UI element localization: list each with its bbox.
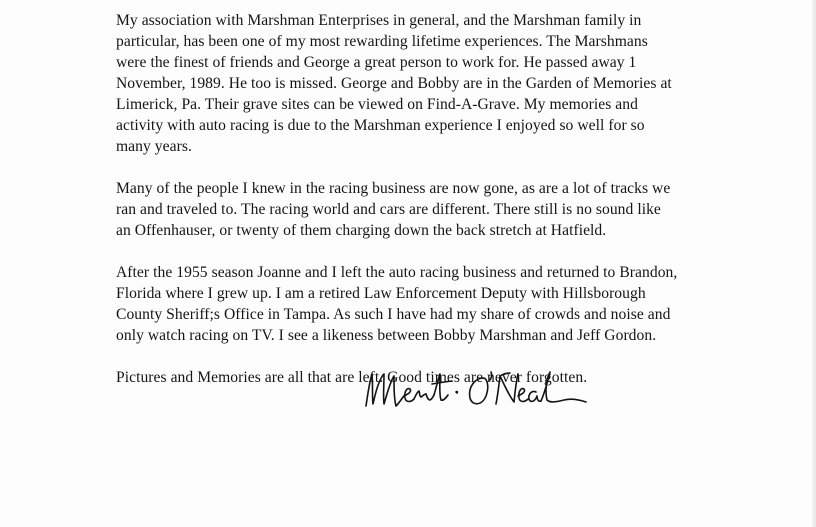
text-line: November, 1989. He too is missed. George and Bobby are in the Garden of Memories at	[116, 75, 672, 92]
handwritten-signature	[360, 362, 590, 422]
text-line: My association with Marshman Enterprises in general, and the Marshman family in	[116, 12, 642, 29]
text-line: particular, has been one of my most rewarding lifetime experiences. The Marshmans	[116, 33, 648, 50]
text-line: ran and traveled to. The racing world and cars are different. There still is no sound like	[116, 201, 661, 218]
text-line: many years.	[116, 138, 192, 155]
text-line: only watch racing on TV. I see a likeness between Bobby Marshman and Jeff Gordon.	[116, 327, 657, 344]
paragraph-association	[116, 10, 806, 157]
text-line: Many of the people I knew in the racing business are now gone, as are a lot of tracks we	[116, 180, 671, 197]
text-line: County Sheriff;s Office in Tampa. As such I have had my share of crowds and noise and	[116, 306, 671, 323]
page-edge-shadow	[812, 0, 816, 527]
text-line: an Offenhauser, or twenty of them charging down the back stretch at Hatfield.	[116, 222, 607, 239]
letter-body	[116, 10, 806, 409]
text-line: After the 1955 season Joanne and I left the auto racing business and returned to Brandon,	[116, 264, 678, 281]
text-line: Limerick, Pa. Their grave sites can be viewed on Find-A-Grave. My memories and	[116, 96, 638, 113]
paragraph-racing-memories	[116, 178, 806, 241]
text-line: Florida where I grew up. I am a retired Law Enforcement Deputy with Hillsborough	[116, 285, 646, 302]
text-line: activity with auto racing is due to the Marshman experience I enjoyed so well for so	[116, 117, 645, 134]
paragraph-after-1955	[116, 262, 806, 346]
text-line: were the finest of friends and George a great person to work for. He passed away 1	[116, 54, 637, 71]
text-line: Pictures and Memories are all that are left. Good times are never forgotten.	[116, 369, 588, 386]
